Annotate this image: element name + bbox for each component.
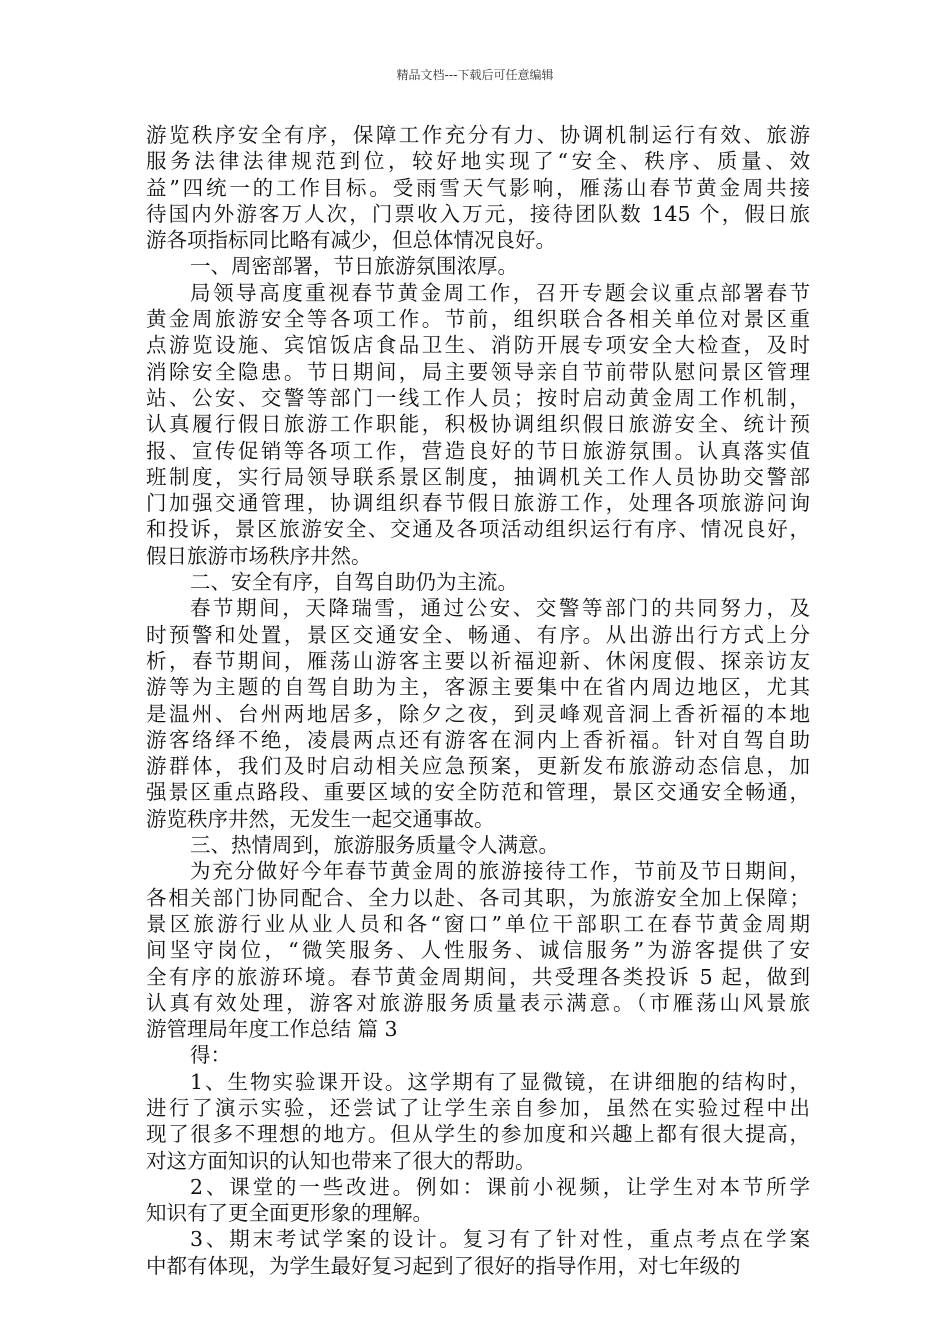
text-line: 三、热情周到，旅游服务质量令人满意。 (190, 833, 559, 858)
text-line: 门加强交通管理，协调组织春节假日旅游工作，处理各项旅游问询 (146, 491, 810, 516)
text-line: 待国内外游客万人次，门票收入万元，接待团队数 145 个，假日旅 (146, 201, 810, 226)
text-line: 游群体，我们及时启动相关应急预案，更新发布旅游动态信息，加 (146, 754, 810, 779)
text-line: 点游览设施、宾馆饭店食品卫生、消防开展专项安全大检查，及时 (146, 333, 810, 358)
text-line: 游客络绎不绝，凌晨两点还有游客在洞内上香祈福。针对自驾自助 (146, 727, 810, 752)
text-line: 进行了演示实验，还尝试了让学生亲自参加，虽然在实验过程中出 (146, 1095, 810, 1120)
text-line: 得： (190, 1043, 231, 1068)
text-line: 春节期间，天降瑞雪，通过公安、交警等部门的共同努力，及 (190, 596, 810, 621)
text-line: 游等为主题的自驾自助为主，客源主要集中在省内周边地区，尤其 (146, 675, 810, 700)
text-line: 游览秩序井然，无发生一起交通事故。 (146, 806, 495, 831)
paragraph (146, 1069, 810, 1174)
document-body (146, 122, 810, 1279)
paragraph (146, 122, 810, 253)
text-line: 黄金周旅游安全等各项工作。节前，组织联合各相关单位对景区重 (146, 307, 810, 332)
text-line: 1、生物实验课开设。这学期有了显微镜，在讲细胞的结构时， (190, 1069, 810, 1094)
text-line: 消除安全隐患。节日期间，局主要领导亲自节前带队慰问景区管理 (146, 359, 810, 384)
paragraph (146, 858, 810, 1042)
text-line: 班制度，实行局领导联系景区制度，抽调机关工作人员协助交警部 (146, 464, 810, 489)
text-line: 现了很多不理想的地方。但从学生的参加度和兴趣上都有很大提高， (146, 1122, 810, 1147)
paragraph (146, 832, 810, 858)
text-line: 全有序的旅游环境。春节黄金周期间，共受理各类投诉 5 起，做到 (146, 964, 810, 989)
paragraph (146, 569, 810, 595)
paragraph (146, 1174, 810, 1227)
text-line: 强景区重点路段、重要区域的安全防范和管理，景区交通安全畅通， (146, 780, 810, 805)
paragraph (146, 280, 810, 569)
text-line: 认真履行假日旅游工作职能，积极协调组织假日旅游安全、统计预 (146, 412, 810, 437)
text-line: 服务法律法律规范到位，较好地实现了“安全、秩序、质量、效 (146, 149, 810, 174)
text-line: 游各项指标同比略有减少，但总体情况良好。 (146, 228, 556, 253)
text-line: 对这方面知识的认知也带来了很大的帮助。 (146, 1148, 536, 1173)
text-line: 益”四统一的工作目标。受雨雪天气影响，雁荡山春节黄金周共接 (146, 175, 810, 200)
text-line: 假日旅游市场秩序井然。 (146, 543, 372, 568)
paragraph (146, 253, 810, 279)
text-line: 中都有体现，为学生最好复习起到了很好的指导作用，对七年级的 (146, 1253, 741, 1278)
text-line: 3、期末考试学案的设计。复习有了针对性，重点考点在学案 (190, 1227, 810, 1252)
text-line: 认真有效处理，游客对旅游服务质量表示满意。（市雁荡山风景旅 (146, 990, 810, 1015)
text-line: 间坚守岗位，“微笑服务、人性服务、诚信服务”为游客提供了安 (146, 938, 810, 963)
text-line: 各相关部门协同配合、全力以赴、各司其职，为旅游安全加上保障； (146, 885, 810, 910)
text-line: 为充分做好今年春节黄金周的旅游接待工作，节前及节日期间， (190, 859, 810, 884)
text-line: 景区旅游行业从业人员和各“窗口”单位干部职工在春节黄金周期 (146, 911, 810, 936)
text-line: 二、安全有序，自驾自助仍为主流。 (190, 570, 518, 595)
text-line: 游览秩序安全有序，保障工作充分有力、协调机制运行有效、旅游 (146, 123, 810, 147)
text-line: 2、课堂的一些改进。例如：课前小视频，让学生对本节所学 (190, 1174, 810, 1199)
text-line: 知识有了更全面更形象的理解。 (146, 1201, 433, 1226)
text-line: 游管理局年度工作总结 篇 3 (146, 1017, 398, 1042)
paragraph (146, 595, 810, 832)
text-line: 时预警和处置，景区交通安全、畅通、有序。从出游出行方式上分 (146, 622, 810, 647)
text-line: 报、宣传促销等各项工作，营造良好的节日旅游氛围。认真落实值 (146, 438, 810, 463)
text-line: 一、周密部署，节日旅游氛围浓厚。 (190, 254, 518, 279)
paragraph (146, 1042, 810, 1068)
paragraph (146, 1226, 810, 1279)
text-line: 是温州、台州两地居多，除夕之夜，到灵峰观音洞上香祈福的本地 (146, 701, 810, 726)
text-line: 局领导高度重视春节黄金周工作，召开专题会议重点部署春节 (190, 280, 810, 305)
page-header: 精品文档---下载后可任意编辑 (396, 68, 554, 82)
text-line: 站、公安、交警等部门一线工作人员；按时启动黄金周工作机制， (146, 385, 810, 410)
text-line: 析，春节期间，雁荡山游客主要以祈福迎新、休闲度假、探亲访友 (146, 648, 810, 673)
text-line: 和投诉，景区旅游安全、交通及各项活动组织运行有序、情况良好， (146, 517, 810, 542)
